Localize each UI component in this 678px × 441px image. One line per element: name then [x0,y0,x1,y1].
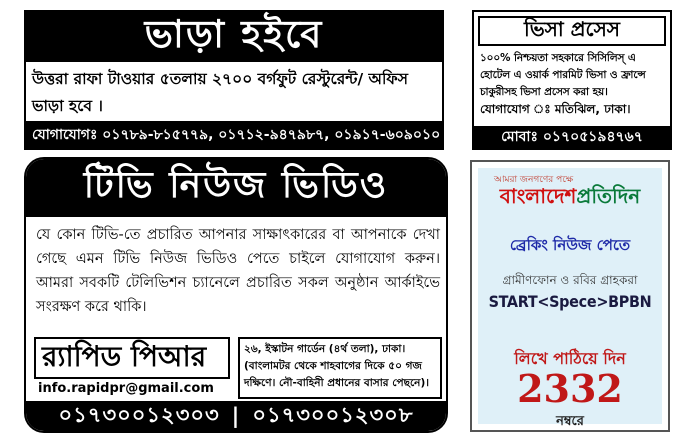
operator-line: গ্রামীণফোন ও রবির গ্রাহকরা [502,273,638,287]
visa-ad-body [480,50,666,119]
contact-email: info.rapidpr@gmail.com [38,381,214,396]
phone-number-1: ০১৭৩০০১২৩০৩ [58,402,220,427]
tv-news-ad-phones [26,401,446,431]
send-instruction: লিখে পাঠিয়ে দিন [514,349,626,368]
brand-name: র‍্যাপিড পিআর [34,337,230,379]
visa-ad-description: ১০০% নিশ্চয়তা সহকারে সিসিলিস্ এ হোটেল এ ওয়ার্ক পারমিট ভিসা ও ফ্রান্সে চাকুরীসহ ভিসা প্রসেস করা হয়। [480,52,646,98]
visa-ad-contact: যোগাযোগ ঃ মতিঝিল, ঢাকা। [480,102,631,116]
number-suffix: নম্বরে [556,414,584,429]
phone-separator: | [231,404,241,428]
phone-number-2: ০১৭৩০০১২৩০৮ [252,402,414,427]
rent-ad [24,10,444,150]
sms-news-ad-panel [478,168,662,429]
sms-news-ad [470,160,670,432]
logo-part-2: প্রতিদিন [576,184,641,208]
sms-keyword: START<Spece>BPBN [488,292,652,311]
rent-ad-contact: যোগাযোগঃ ০১৭৮৯-৮১৫৭৭৯, ০১৭১২-৯৪৭৯৮৭, ০১৯১৭-৬০৯০১০ [26,121,442,148]
rent-ad-body: উত্তরা রাফা টাওয়ার ৫তলায় ২৭০০ বর্গফুট রেস্টুরেন্ট/ অফিস ভাড়া হবে । [32,70,408,115]
newspaper-logo [478,182,662,215]
breaking-news-line: ব্রেকিং নিউজ পেতে [509,236,631,254]
tv-news-ad-heading: টিভি নিউজ ভিডিও [26,159,446,217]
newspaper-tagline: আমরা জনগণের পক্ষে [494,175,574,185]
visa-ad-heading: ভিসা প্রসেস [478,16,666,46]
visa-ad-phone: মোবাঃ ০১৭০৫১৯৪৭৬৭ [474,126,670,148]
tv-news-ad [24,157,448,433]
rent-ad-heading: ভাড়া হইবে [26,12,442,62]
office-address: ২৬, ইস্কাটন গার্ডেন (৪র্থ তলা), ঢাকা। (বাংলামটর থেকে শাহবাগের দিকে ৫০ গজ দক্ষিণে। নৌ-বাহিনী প্রধানের বাসার পেছনে)। [238,337,442,399]
visa-ad [472,10,672,150]
short-code-number: 2332 [517,366,623,411]
tv-news-ad-body: যে কোন টিভি-তে প্রচারিত আপনার সাক্ষাৎকারের বা আপনাকে দেখা গেছে এমন টিভি নিউজ ভিডিও পেতে চাইলে যোগাযোগ করুন। আমরা সবকটি টেলিভিশন চ্যানেলে প্রচারিত সকল অনুষ্ঠান আর্কাইভে সংরক্ষণ করে থাকি। [36,227,440,315]
logo-part-1: বাংলাদেশ [499,184,577,208]
